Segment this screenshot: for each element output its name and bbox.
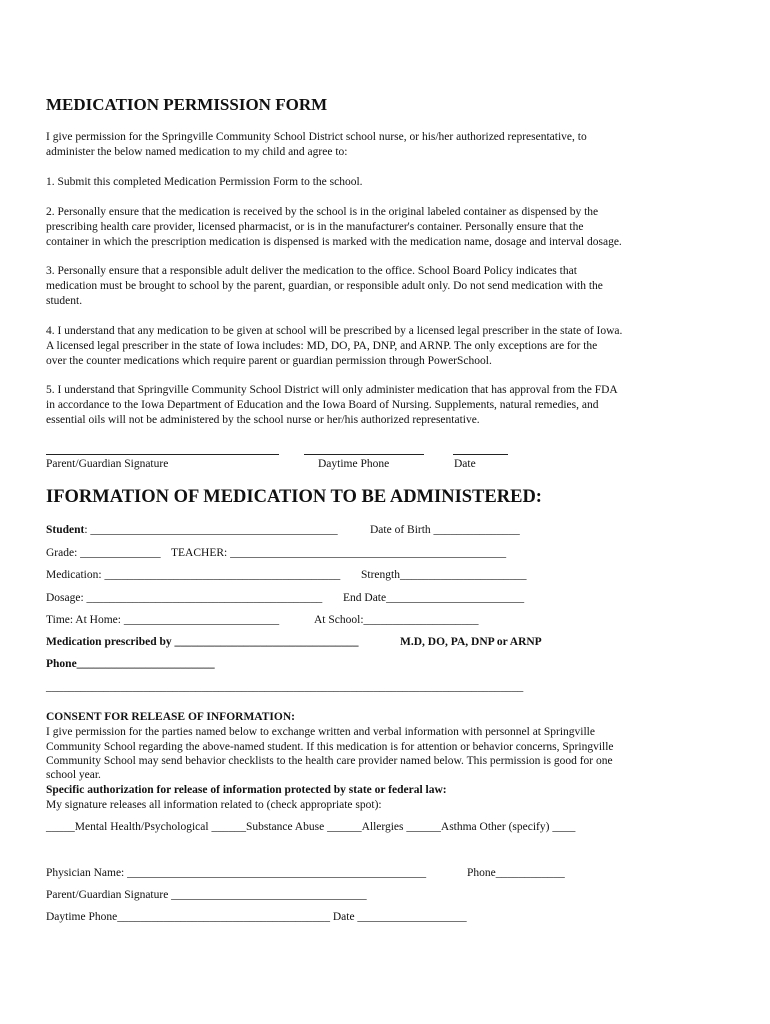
intro-line-2: administer the below named medication to my child and agree to:	[46, 146, 348, 158]
item-5-line-1: 5. I understand that Springville Community School District will only administer medication that has approval from the FDA	[46, 384, 618, 396]
specific-authorization-heading: Specific authorization for release of information protected by state or federal law:	[46, 784, 447, 796]
item-2-line-2: prescribing health care provider, licensed pharmacist, or is in the manufacturer's container. Personally ensure that the	[46, 221, 584, 233]
prescribed-by-field[interactable]: Medication prescribed by ________________________________	[46, 636, 359, 648]
teacher-field[interactable]: TEACHER: ________________________________________________	[171, 547, 507, 559]
parent-signature-line[interactable]	[46, 454, 279, 455]
daytime-phone-line[interactable]	[304, 454, 424, 455]
daytime-phone-date-field[interactable]: Daytime Phone_____________________________________ Date ___________________	[46, 911, 467, 923]
item-3-line-1: 3. Personally ensure that a responsible adult deliver the medication to the office. School Board Policy indicates that	[46, 265, 577, 277]
item-5-line-3: essential oils will not be administered by the school nurse or her/his authorized representative.	[46, 414, 480, 426]
consent-text-4: school year.	[46, 769, 101, 781]
date-line[interactable]	[453, 454, 508, 455]
dosage-field[interactable]: Dosage: _________________________________________	[46, 592, 323, 604]
physician-phone-field[interactable]: Phone____________	[467, 867, 565, 879]
item-5-line-2: in accordance to the Iowa Department of Education and the Iowa Board of Nursing. Supplements, natural remedies, and	[46, 399, 599, 411]
form-title: MEDICATION PERMISSION FORM	[46, 95, 328, 114]
daytime-phone-label: Daytime Phone	[318, 458, 390, 470]
student-label: Student	[46, 524, 85, 536]
item-2-line-1: 2. Personally ensure that the medication is received by the school is in the original labeled container as dispensed by the	[46, 206, 599, 218]
item-2-line-3: container in which the prescription medication is dispensed is marked with the medication name, dosage and interval dosage.	[46, 236, 622, 248]
release-instruction: My signature releases all information related to (check appropriate spot):	[46, 799, 382, 811]
section-divider: ___________________________________________________________________________________	[46, 681, 524, 693]
end-date-field[interactable]: End Date________________________	[343, 592, 525, 604]
time-at-home-field[interactable]: Time: At Home: ___________________________	[46, 614, 280, 626]
release-options-checklist[interactable]: _____Mental Health/Psychological ______Substance Abuse ______Allergies ______Asthma Other (specify) ____	[46, 821, 576, 833]
item-4-line-1: 4. I understand that any medication to be given at school will be prescribed by a licensed legal prescriber in the state of Iowa.	[46, 325, 623, 337]
intro-line-1: I give permission for the Springville Community School District school nurse, or his/her authorized representative, to	[46, 131, 587, 143]
consent-text-1: I give permission for the parties named below to exchange written and verbal information with personnel at Springville	[46, 726, 595, 738]
section-title-medication-info: IFORMATION OF MEDICATION TO BE ADMINISTERED:	[46, 487, 542, 507]
date-label: Date	[454, 458, 476, 470]
physician-name-field[interactable]: Physician Name: ____________________________________________________	[46, 867, 427, 879]
item-1-line-1: 1. Submit this completed Medication Permission Form to the school.	[46, 176, 363, 188]
medication-field[interactable]: Medication: _________________________________________	[46, 569, 341, 581]
at-school-field[interactable]: At School:____________________	[314, 614, 479, 626]
item-4-line-2: A licensed legal prescriber in the state of Iowa includes: MD, DO, PA, DNP, and ARNP. The only exceptions are for the	[46, 340, 598, 352]
item-3-line-3: student.	[46, 295, 83, 307]
parent-signature-label: Parent/Guardian Signature	[46, 458, 169, 470]
student-blank: : ___________________________________________	[84, 524, 338, 536]
grade-field[interactable]: Grade: ______________	[46, 547, 161, 559]
item-3-line-2: medication must be brought to school by the parent, guardian, or responsible adult only. Do not send medication with the	[46, 280, 603, 292]
student-field[interactable]	[46, 523, 338, 538]
prescriber-types: M.D, DO, PA, DNP or ARNP	[400, 636, 542, 648]
strength-field[interactable]: Strength______________________	[361, 569, 527, 581]
item-4-line-3: over the counter medications which require parent or guardian permission through PowerSchool.	[46, 355, 492, 367]
consent-text-3: Community School may send behavior checklists to the health care provider named below. This permission is good for one	[46, 755, 613, 767]
consent-heading: CONSENT FOR RELEASE OF INFORMATION:	[46, 711, 295, 723]
parent-signature-field[interactable]: Parent/Guardian Signature __________________________________	[46, 889, 367, 901]
phone-field[interactable]: Phone________________________	[46, 658, 215, 670]
consent-text-2: Community School regarding the above-named student. If this medication is for attention or behavior concerns, Springville	[46, 741, 614, 753]
date-of-birth-field[interactable]: Date of Birth _______________	[370, 524, 520, 536]
